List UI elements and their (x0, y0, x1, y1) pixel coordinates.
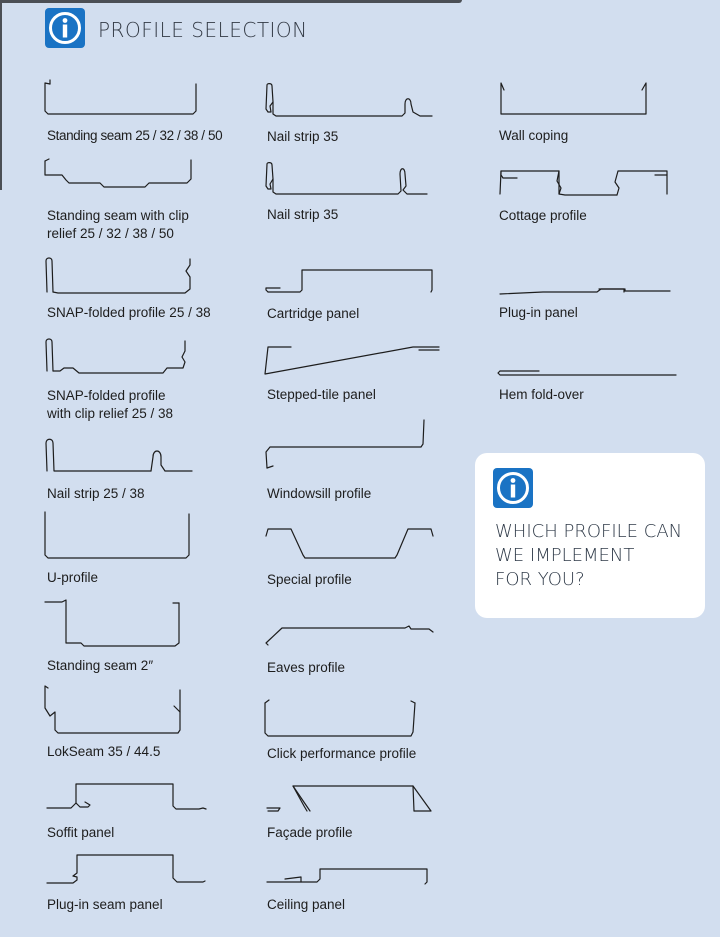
profile-label: Special profile (267, 572, 352, 587)
card-text-line1: WHICH PROFILE CAN (495, 521, 683, 542)
card-text-line3: FOR YOU? (495, 569, 585, 590)
profile-label: Soffit panel (47, 825, 115, 840)
nail-strip-35-a-drawing (265, 82, 475, 122)
card-text (495, 520, 700, 592)
top-edge-bar (0, 0, 462, 3)
profile-label: Nail strip 25 / 38 (47, 486, 145, 501)
hem-fold-over-drawing (497, 365, 707, 381)
profile-label: Stepped-tile panel (267, 387, 376, 402)
profile-label: U-profile (47, 570, 99, 585)
profile-label: Wall coping (499, 128, 569, 143)
info-card (475, 453, 705, 618)
left-edge-bar (0, 0, 2, 190)
profile-label-line2: with clip relief 25 / 38 (47, 406, 174, 421)
snap-folded-drawing (45, 255, 255, 297)
cottage-drawing (497, 168, 707, 200)
windowsill-drawing (265, 420, 475, 475)
profile-label: Click performance profile (267, 746, 417, 761)
profile-label: Plug-in panel (499, 305, 578, 320)
profile-label-line1: SNAP-folded profile (47, 388, 166, 403)
eaves-drawing (265, 624, 475, 654)
facade-drawing (265, 784, 475, 820)
click-performance-drawing (265, 700, 475, 745)
profile-label: Nail strip 35 (267, 207, 339, 222)
plug-in-panel-drawing (497, 283, 707, 303)
u-profile-drawing (45, 512, 255, 562)
info-icon (493, 468, 533, 508)
profile-label: Windowsill profile (267, 486, 372, 501)
nail-strip-25-38-drawing (45, 437, 255, 477)
info-icon (45, 8, 85, 48)
standing-seam-drawing (45, 80, 255, 120)
profile-label: Cartridge panel (267, 306, 360, 321)
profile-label: Hem fold-over (499, 387, 584, 402)
profile-label: SNAP-folded profile 25 / 38 (47, 305, 211, 320)
ceiling-panel-drawing (265, 866, 475, 890)
profile-label: Ceiling panel (267, 897, 346, 912)
standing-seam-clip-relief-drawing (45, 158, 255, 198)
special-drawing (265, 526, 475, 566)
profile-label: Standing seam 25 / 32 / 38 / 50 (47, 128, 223, 143)
nail-strip-35-b-drawing (265, 160, 475, 200)
profile-label-line1: Standing seam with clip (47, 208, 189, 223)
card-text-line2: WE IMPLEMENT (495, 545, 635, 566)
profile-label: Cottage profile (499, 208, 587, 223)
profile-label: Standing seam 2″ (47, 658, 154, 673)
snap-folded-clip-relief-drawing (45, 337, 255, 379)
page-title: PROFILE SELECTION (98, 18, 308, 42)
profile-label-line2: relief 25 / 32 / 38 / 50 (47, 226, 174, 241)
cartridge-panel-drawing (265, 268, 475, 300)
wall-coping-drawing (497, 80, 707, 120)
profile-label: Plug-in seam panel (47, 897, 163, 912)
lokseam-drawing (45, 686, 255, 736)
profile-label: Façade profile (267, 825, 353, 840)
soffit-panel-drawing (45, 781, 255, 821)
profile-label: Nail strip 35 (267, 129, 339, 144)
standing-seam-2-drawing (45, 600, 255, 650)
profile-label: Eaves profile (267, 660, 346, 675)
profile-label: LokSeam 35 / 44.5 (47, 744, 161, 759)
stepped-tile-panel-drawing (265, 344, 475, 380)
plug-in-seam-panel-drawing (45, 852, 255, 892)
